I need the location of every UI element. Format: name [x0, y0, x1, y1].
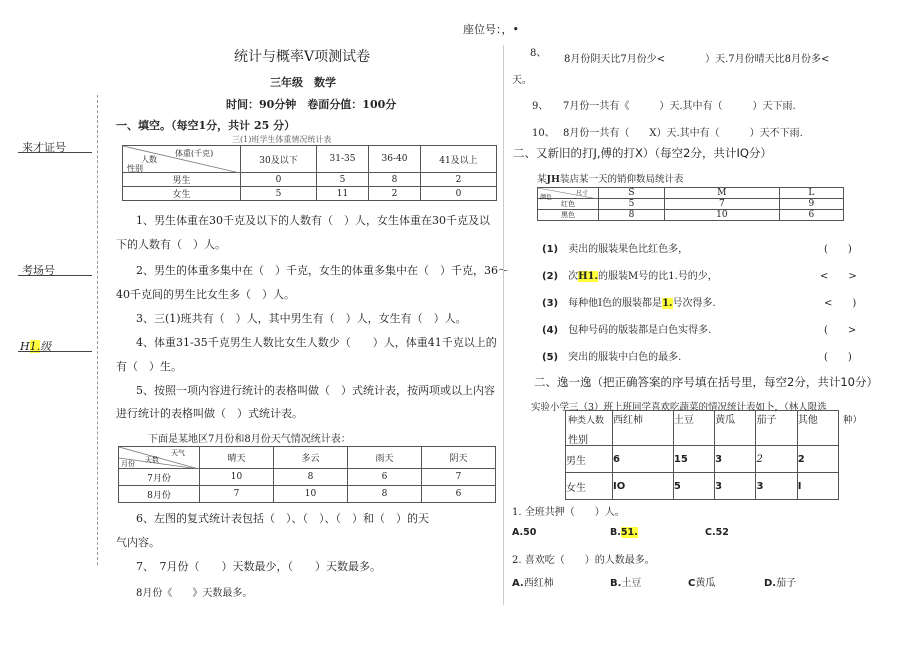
question-4-line1: 4、体重31-35千克男生人数比女生人数少（ ）人，体重41千克以上的	[136, 336, 497, 349]
weather-col-header: 晴天	[200, 447, 274, 469]
exam-info: 时间：90分钟 卷面分值：100分	[226, 98, 397, 111]
weather-row-label: 8月份	[119, 486, 200, 503]
question-5-line1: 5、按照一项内容进行统计的表格叫做（ ）式统计表，按两项或以上内容	[136, 384, 495, 397]
question-3: 3、三(1)班共有（ ）人，其中男生有（ ）人，女生有（ ）人。	[136, 312, 467, 325]
judge-item-5: (5) 突出的服装中白色的最多.	[542, 352, 682, 363]
vegetable-cell: 6	[613, 446, 674, 473]
choice-question-1: 1. 全班共押（ ）人。	[512, 507, 625, 518]
weather-table-corner: 天气 天数 月份	[119, 447, 200, 469]
weight-table-caption: 三(1)班学生体重情况统计表	[232, 135, 332, 144]
survey-intro: 实验小学三（3）班上班同学喜欢吃蔬菜的情况统计表如卜，（林人限选	[531, 402, 827, 413]
question-1-line2: 下的人数有（ ）人。	[116, 238, 226, 251]
weather-cell: 8	[348, 486, 422, 503]
weather-table	[118, 446, 496, 503]
clothing-col-header: L	[779, 188, 843, 199]
weight-cell: 11	[317, 187, 369, 201]
vegetable-cell: I	[797, 473, 838, 500]
vegetable-col-header: 西红柿	[613, 411, 674, 446]
clothing-table-corner: 尺寸 颜色	[538, 188, 599, 199]
question-8: 8月份阴天比7月份少< ）天.7月份晴天比8月份多<	[564, 54, 830, 65]
weather-cell: 6	[422, 486, 496, 503]
weather-col-header: 雨天	[348, 447, 422, 469]
grade-subject: 三年级 数学	[270, 76, 336, 89]
weather-cell: 10	[274, 486, 348, 503]
choice-question-2: 2. 喜欢吃（ ）的人数最多。	[512, 555, 655, 566]
weight-cell: 2	[368, 187, 420, 201]
judge-answer-4[interactable]: ( >	[824, 325, 857, 336]
clothing-cell: 8	[599, 210, 665, 221]
judge-item-1: (1) 卖出的服装果色比红色多，	[542, 244, 689, 255]
question-7b: 8月份《 》天数最多。	[136, 588, 253, 599]
question-5-line2: 进行统计的表格叫做（ ）式统计表。	[116, 407, 303, 420]
clothing-col-header: S	[599, 188, 665, 199]
weight-col-header: 36-40	[368, 146, 420, 173]
judge-item-4: (4) 包种号码的版装都是白色实得多.	[542, 325, 712, 336]
clothing-cell: 5	[599, 199, 665, 210]
vegetable-table	[565, 410, 839, 500]
room-underline	[18, 275, 92, 276]
choice-1-option-a[interactable]: A.50	[512, 527, 537, 538]
choice-2-option-a[interactable]: A.西红柿	[512, 578, 554, 589]
weight-table	[122, 145, 497, 201]
question-10: 8月份一共有（ X）天.其中有（ ）天不下雨.	[563, 128, 803, 139]
weight-cell: 2	[420, 173, 496, 187]
section2-title: 二、又新旧的打J,傅的打X）（每空2分，共计IQ分）	[513, 146, 772, 160]
vegetable-cell: IO	[613, 473, 674, 500]
weather-row-label: 7月份	[119, 469, 200, 486]
question-9: 7月份一共有《 ）天.其中有（ ）天下雨.	[563, 101, 796, 112]
question-6-line1: 6、左图的复式统计表包括（ ）、（ ）、（ ）和（ ）的天	[136, 512, 429, 525]
weight-cell: 0	[420, 187, 496, 201]
vegetable-table-corner: 种类人数 性别	[566, 411, 613, 446]
survey-intro-2: 种）	[843, 415, 863, 426]
clothing-row-label: 黑色	[538, 210, 599, 221]
question-2-line1: 2、男生的体重多集中在（ ）千克，女生的体重多集中在（ ）千克，36～	[136, 264, 509, 277]
vegetable-cell: 2	[756, 446, 797, 473]
question-4-line2: 有（ ）生。	[116, 360, 182, 373]
weight-table-corner: 体重(千克) 人数 性别	[123, 146, 241, 173]
ticket-underline	[18, 152, 92, 153]
vegetable-cell: 5	[673, 473, 714, 500]
choice-1-option-c[interactable]: C.52	[705, 527, 729, 538]
paper-title: 统计与概率V项测试卷	[234, 49, 371, 65]
weather-cell: 7	[200, 486, 274, 503]
exam-room-label: 考场号	[22, 264, 55, 277]
question-9-num: 9、	[532, 101, 549, 112]
weight-cell: 8	[368, 173, 420, 187]
vegetable-cell: 3	[715, 446, 756, 473]
weight-col-header: 41及以上	[420, 146, 496, 173]
clothing-cell: 10	[665, 210, 780, 221]
choice-2-option-d[interactable]: D.茄子	[764, 578, 797, 589]
binding-line	[97, 95, 98, 565]
vegetable-col-header: 其他	[797, 411, 838, 446]
ticket-number-label: 来才证号	[22, 141, 66, 154]
vegetable-col-header: 黄瓜	[715, 411, 756, 446]
weather-caption: 下面是某地区7月份和8月份天气情况统计表：	[148, 434, 351, 445]
question-8b: 天。	[512, 75, 532, 86]
judge-answer-1[interactable]: ( )	[824, 244, 852, 255]
section3-title: 二、逸一逸（把正确答案的序号填在括号里，每空2分，共计10分）	[534, 375, 878, 389]
weight-row-label: 男生	[123, 173, 241, 187]
clothing-cell: 9	[779, 199, 843, 210]
judge-answer-5[interactable]: ( )	[824, 352, 852, 363]
seat-number: 座位号：，•	[463, 23, 519, 36]
judge-item-2: (2) 次H1.的服装M号的比1.号的少，	[542, 271, 718, 282]
vegetable-cell: 3	[715, 473, 756, 500]
choice-2-option-b[interactable]: B.土豆	[610, 578, 642, 589]
question-7: 7、 7月份（ ）天数最少，（ ）天数最多。	[136, 560, 381, 573]
weather-cell: 6	[348, 469, 422, 486]
class-underline	[18, 351, 92, 352]
weight-cell: 5	[241, 187, 317, 201]
weight-cell: 5	[317, 173, 369, 187]
weight-cell: 0	[241, 173, 317, 187]
weather-cell: 10	[200, 469, 274, 486]
vegetable-row-label: 男生	[566, 446, 613, 473]
section1-title: 一、填空。（每空1分，共计 25 分）	[116, 119, 296, 132]
vegetable-cell: 15	[673, 446, 714, 473]
judge-item-3: (3) 每种他I色的服装都是1.号次得多.	[542, 298, 716, 309]
question-10-num: 10、	[532, 128, 555, 139]
question-2-line2: 40千克间的男生比女生多（ ）人。	[116, 288, 295, 301]
vegetable-row-label: 女生	[566, 473, 613, 500]
question-6-line2: 气内容。	[116, 536, 160, 549]
question-8-num: 8、	[530, 48, 547, 59]
clothing-cell: 7	[665, 199, 780, 210]
weight-col-header: 30及以下	[241, 146, 317, 173]
vegetable-cell: 3	[756, 473, 797, 500]
weight-col-header: 31-35	[317, 146, 369, 173]
weather-col-header: 多云	[274, 447, 348, 469]
judge-answer-3[interactable]: < )	[824, 298, 857, 309]
column-divider	[503, 45, 504, 605]
weather-col-header: 阴天	[422, 447, 496, 469]
clothing-row-label: 红色	[538, 199, 599, 210]
question-1-line1: 1、男生体重在30千克及以下的人数有（ ）人，女生体重在30千克及以	[136, 214, 490, 227]
judge-answer-2[interactable]: < >	[820, 271, 857, 282]
weight-row-label: 女生	[123, 187, 241, 201]
weather-cell: 7	[422, 469, 496, 486]
class-label: H1.级	[20, 340, 52, 353]
choice-2-option-c[interactable]: C黄瓜	[688, 578, 716, 589]
choice-1-option-b[interactable]: B.51.	[610, 527, 638, 538]
shop-caption: 某JH装店某一天的销仰数局统计表	[537, 174, 684, 185]
vegetable-col-header: 茄子	[756, 411, 797, 446]
clothing-col-header: M	[665, 188, 780, 199]
vegetable-col-header: 土豆	[673, 411, 714, 446]
vegetable-cell: 2	[797, 446, 838, 473]
clothing-cell: 6	[779, 210, 843, 221]
clothing-table	[537, 187, 844, 221]
weather-cell: 8	[274, 469, 348, 486]
